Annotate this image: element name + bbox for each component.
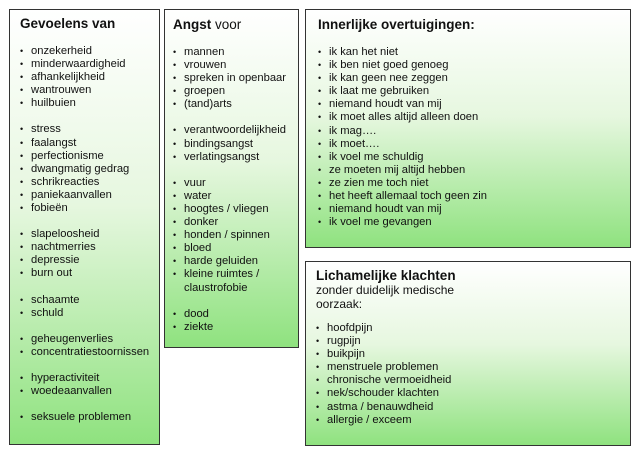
list-item: • astma / benauwdheid xyxy=(316,401,630,414)
box-title: Gevoelens van xyxy=(20,16,116,31)
item-group xyxy=(173,124,298,163)
list-item: • dood xyxy=(173,308,298,321)
list-item: • water xyxy=(173,190,298,203)
list-item: • concentratiestoornissen xyxy=(20,346,159,359)
list-item: • depressie xyxy=(20,254,159,267)
angst-groups xyxy=(173,46,298,334)
list-item: • bloed xyxy=(173,242,298,255)
klachten-list xyxy=(316,322,630,427)
list-item: • perfectionisme xyxy=(20,150,159,163)
list-item: • rugpijn xyxy=(316,335,630,348)
list-item: • schaamte xyxy=(20,294,159,307)
list-item: • ik moet…. xyxy=(318,138,630,151)
list-item: • faalangst xyxy=(20,137,159,150)
item-group xyxy=(20,228,159,280)
list-item: • seksuele problemen xyxy=(20,411,159,424)
list-item: • spreken in openbaar xyxy=(173,72,298,85)
list-item: • burn out xyxy=(20,267,159,280)
list-item: • honden / spinnen xyxy=(173,229,298,242)
list-item: • ik moet alles altijd alleen doen xyxy=(318,111,630,124)
list-item: • huilbuien xyxy=(20,97,159,110)
list-item: • afhankelijkheid xyxy=(20,71,159,84)
list-item: • ze zien me toch niet xyxy=(318,177,630,190)
list-item: • buikpijn xyxy=(316,348,630,361)
list-item: • schrikreacties xyxy=(20,176,159,189)
item-group xyxy=(20,45,159,110)
box-gevoelens xyxy=(9,9,160,445)
list-item: • ik voel me gevangen xyxy=(318,216,630,229)
list-item: • ik kan het niet xyxy=(318,46,630,59)
box-overtuigingen xyxy=(305,9,631,248)
list-item: • wantrouwen xyxy=(20,84,159,97)
list-item: • niemand houdt van mij xyxy=(318,98,630,111)
list-item: • nek/schouder klachten xyxy=(316,387,630,400)
item-group xyxy=(20,411,159,424)
item-group xyxy=(173,46,298,111)
list-item: • donker xyxy=(173,216,298,229)
list-item: • menstruele problemen xyxy=(316,361,630,374)
list-item: • stress xyxy=(20,123,159,136)
list-item: • bindingsangst xyxy=(173,138,298,151)
list-item: • vuur xyxy=(173,177,298,190)
list-item: • verantwoordelijkheid xyxy=(173,124,298,137)
list-item: • ik laat me gebruiken xyxy=(318,85,630,98)
list-item: • vrouwen xyxy=(173,59,298,72)
list-item: • fobieën xyxy=(20,202,159,215)
list-item: • paniekaanvallen xyxy=(20,189,159,202)
list-item: • hoofdpijn xyxy=(316,322,630,335)
list-item: • woedeaanvallen xyxy=(20,385,159,398)
list-item: • schuld xyxy=(20,307,159,320)
list-item: • allergie / exceem xyxy=(316,414,630,427)
list-item: • het heeft allemaal toch geen zin xyxy=(318,190,630,203)
list-item: • ik ben niet goed genoeg xyxy=(318,59,630,72)
list-item: • (tand)arts xyxy=(173,98,298,111)
list-item: • niemand houdt van mij xyxy=(318,203,630,216)
list-item: • dwangmatig gedrag xyxy=(20,163,159,176)
list-item: • nachtmerries xyxy=(20,241,159,254)
item-group xyxy=(20,333,159,359)
box-title: Lichamelijke klachten xyxy=(316,268,456,283)
item-group xyxy=(20,294,159,320)
list-item: • ze moeten mij altijd hebben xyxy=(318,164,630,177)
list-item: • minderwaardigheid xyxy=(20,58,159,71)
item-group xyxy=(20,372,159,398)
box-klachten xyxy=(305,261,631,446)
gevoelens-groups xyxy=(20,45,159,424)
list-item: • ik mag…. xyxy=(318,125,630,138)
list-item: • ziekte xyxy=(173,321,298,334)
list-item: • mannen xyxy=(173,46,298,59)
list-item: • chronische vermoeidheid xyxy=(316,374,630,387)
list-item: • kleine ruimtes / claustrofobie xyxy=(173,268,284,294)
list-item: • harde geluiden xyxy=(173,255,298,268)
item-group xyxy=(173,308,298,334)
box-title: Innerlijke overtuigingen: xyxy=(318,17,475,32)
list-item: • hoogtes / vliegen xyxy=(173,203,298,216)
box-subtitle: zonder duidelijk medische oorzaak: xyxy=(316,283,455,311)
overtuigingen-list xyxy=(318,46,630,229)
box-title: Angst voor xyxy=(173,17,242,32)
list-item: • verlatingsangst xyxy=(173,151,298,164)
list-item: • hyperactiviteit xyxy=(20,372,159,385)
item-group xyxy=(173,177,298,295)
box-angst xyxy=(164,9,299,348)
list-item: • onzekerheid xyxy=(20,45,159,58)
list-item: • slapeloosheid xyxy=(20,228,159,241)
item-group xyxy=(20,123,159,215)
list-item: • ik voel me schuldig xyxy=(318,151,630,164)
list-item: • ik kan geen nee zeggen xyxy=(318,72,630,85)
list-item: • geheugenverlies xyxy=(20,333,159,346)
list-item: • groepen xyxy=(173,85,298,98)
